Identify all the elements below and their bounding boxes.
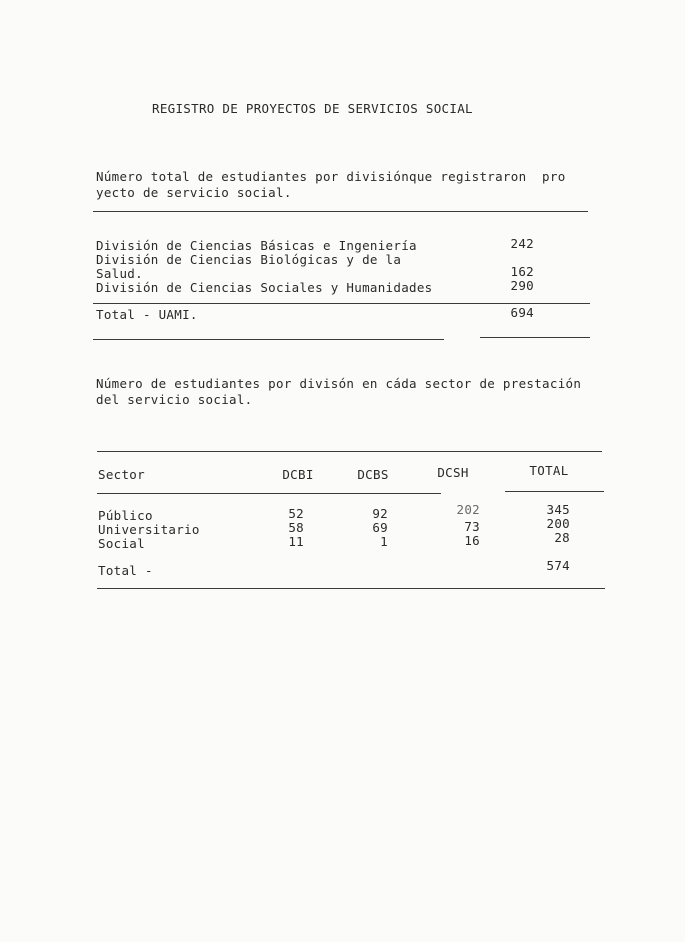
division-value-dcbi: 242 bbox=[510, 236, 534, 251]
division-label-dcbi: División de Ciencias Básicas e Ingeniería bbox=[96, 238, 417, 253]
column-header-dcbi: DCBI bbox=[282, 467, 314, 482]
section1-total-label: Total - UAMI. bbox=[96, 307, 198, 322]
column-header-dcsh: DCSH bbox=[437, 465, 469, 480]
cell-social-dcbs: 1 bbox=[380, 534, 388, 549]
section1-top-rule bbox=[93, 211, 588, 212]
division-value-dcbs: 162 bbox=[510, 264, 534, 279]
cell-social-total: 28 bbox=[554, 530, 570, 545]
sector-label-social: Social bbox=[98, 536, 145, 551]
division-label-dcbs: División de Ciencias Biológicas y de la bbox=[96, 252, 402, 267]
cell-universitario-dcbs: 69 bbox=[372, 520, 388, 535]
division-label-dcsh: División de Ciencias Sociales y Humanidades bbox=[96, 280, 433, 295]
column-header-total: TOTAL bbox=[529, 463, 569, 478]
section1-heading-line1: Número total de estudiantes por divisiónque registraron pro bbox=[96, 169, 566, 184]
section1-bottom-rule-right bbox=[480, 337, 590, 338]
sector-label-publico: Público bbox=[98, 508, 153, 523]
section1-heading-line2: yecto de servicio social. bbox=[96, 185, 292, 200]
cell-universitario-dcbi: 58 bbox=[288, 520, 304, 535]
cell-publico-dcsh: 202 bbox=[456, 502, 480, 517]
page-title: REGISTRO DE PROYECTOS DE SERVICIOS SOCIAL bbox=[152, 101, 473, 116]
division-label-dcbs-cont: Salud. bbox=[96, 266, 143, 281]
cell-publico-dcbs: 92 bbox=[372, 506, 388, 521]
section2-heading-line1: Número de estudiantes por divisón en cáda sector de prestación bbox=[96, 376, 582, 391]
section2-header-rule-left bbox=[97, 493, 441, 494]
sector-label-universitario: Universitario bbox=[98, 522, 200, 537]
section2-header-rule-right bbox=[505, 491, 604, 492]
cell-universitario-dcsh: 73 bbox=[464, 519, 480, 534]
cell-social-dcbi: 11 bbox=[288, 534, 304, 549]
section2-heading-line2: del servicio social. bbox=[96, 392, 253, 407]
section2-total-value: 574 bbox=[546, 558, 570, 573]
section2-top-rule bbox=[97, 451, 602, 452]
division-value-dcsh: 290 bbox=[510, 278, 534, 293]
section2-total-label: Total - bbox=[98, 563, 153, 578]
cell-social-dcsh: 16 bbox=[464, 533, 480, 548]
column-header-dcbs: DCBS bbox=[357, 467, 389, 482]
section1-total-value: 694 bbox=[510, 305, 534, 320]
cell-publico-total: 345 bbox=[546, 502, 570, 517]
section2-bottom-rule bbox=[97, 588, 605, 589]
cell-publico-dcbi: 52 bbox=[288, 506, 304, 521]
cell-universitario-total: 200 bbox=[546, 516, 570, 531]
column-header-sector: Sector bbox=[98, 467, 145, 482]
section1-bottom-rule-left bbox=[93, 339, 444, 340]
section1-total-rule bbox=[93, 303, 590, 304]
